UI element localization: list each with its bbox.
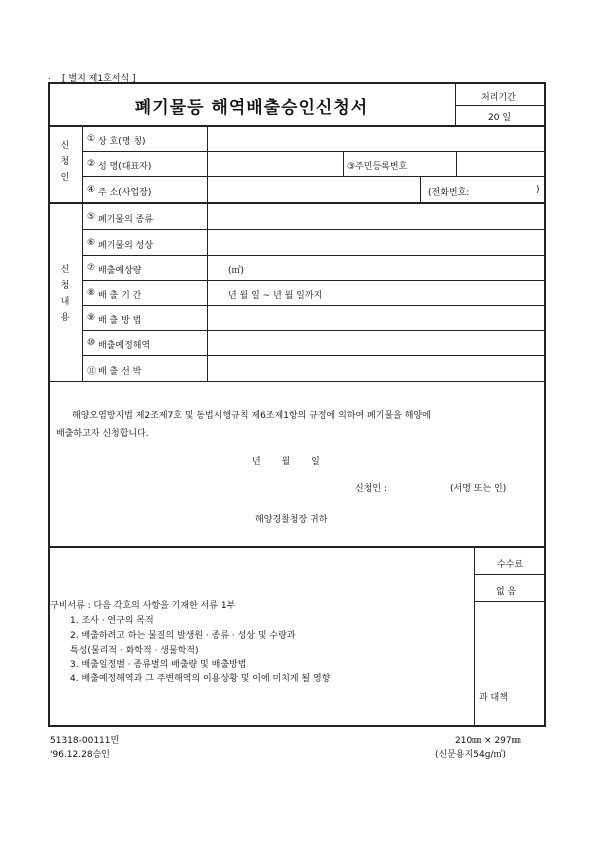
field-num: ⑪ <box>87 367 97 377</box>
processing-period-label: 처리기간 <box>481 93 516 103</box>
approval-date: '96.12.28승인 <box>50 750 110 760</box>
fee-value: 없 음 <box>496 587 517 597</box>
field-label-company: 상 호(명 칭) <box>98 137 146 147</box>
fee-label: 수수료 <box>497 560 524 570</box>
field-num: ⑧ <box>87 288 96 298</box>
field-label-resident-id: ③주민등록번호 <box>347 162 408 172</box>
field-num: ⑨ <box>87 313 96 323</box>
paper-type: (신문용지54g/㎡) <box>435 750 506 760</box>
field-label-discharge-method: 배 출 방 법 <box>98 316 142 326</box>
field-label-discharge-period: 배 출 기 간 <box>98 291 142 301</box>
details-section-label: 신 청 내 용 <box>60 265 70 323</box>
documents-item: 2. 배출하려고 하는 물질의 발생원 · 종류 · 성상 및 수량과 <box>70 631 296 641</box>
form-code: 51318-00111민 <box>50 736 120 746</box>
statement-line-1: 해양오염방지법 제2조제7호 및 동법시행규칙 제6조제1항의 규정에 의하여 폐기물을 해양에 <box>72 411 431 421</box>
phone-close-paren: ) <box>536 185 540 195</box>
field-label-phone: (전화번호: <box>428 188 470 198</box>
documents-item: 특성(물리적 · 화학적 · 생물학적) <box>70 646 199 656</box>
field-label-expected-volume: 배출예상량 <box>98 266 142 276</box>
field-num: ④ <box>87 185 96 195</box>
documents-heading: 구비서류 : 다음 각호의 사항을 기재한 서류 1부 <box>50 601 236 611</box>
discharge-period-value: 년 월 일 ~ 년 월 일까지 <box>228 291 323 301</box>
field-num: ⑥ <box>87 238 96 248</box>
field-num: ⑩ <box>87 338 96 348</box>
recipient-label: 해양경찰청장 귀하 <box>255 515 328 525</box>
dot-mark: . <box>48 72 51 82</box>
documents-item: 4. 배출예정해역과 그 주변해역의 이용상황 및 이에 미치게 될 영향 <box>70 674 331 684</box>
field-label-address: 주 소(사업장) <box>98 188 152 198</box>
signature-label: (서명 또는 인) <box>450 484 507 494</box>
applicant-section-label: 신 청 인 <box>60 141 70 183</box>
documents-item: 3. 배출일정별 · 종류별의 배출량 및 배출방법 <box>70 660 247 670</box>
volume-unit: (㎥) <box>228 266 245 276</box>
field-num: ② <box>87 159 96 169</box>
processing-period-value: 20 일 <box>488 113 512 123</box>
field-label-discharge-area: 배출예정해역 <box>98 341 151 351</box>
applicant-sign-label: 신청인 : <box>355 484 387 494</box>
form-title: 폐기물등 해역배출승인신청서 <box>134 98 369 118</box>
field-num: ⑤ <box>87 212 96 222</box>
field-label-waste-property: 폐기물의 성상 <box>98 241 154 251</box>
statement-date: 년 월 일 <box>252 457 320 467</box>
paper-size: 210㎜ × 297㎜ <box>455 736 521 746</box>
field-label-name: 성 명(대표자) <box>98 162 152 172</box>
statement-line-2: 배출하고자 신청합니다. <box>56 429 149 439</box>
field-num: ⑦ <box>87 263 96 273</box>
field-num: ① <box>87 134 96 144</box>
field-label-waste-type: 폐기물의 종류 <box>98 215 154 225</box>
form-number-label: [ 별지 제1호서식 ] <box>62 74 136 84</box>
documents-trailing: 과 대책 <box>479 693 508 703</box>
documents-item: 1. 조사 · 연구의 목적 <box>70 616 154 626</box>
field-label-discharge-vessel: 배 출 선 박 <box>98 367 142 377</box>
